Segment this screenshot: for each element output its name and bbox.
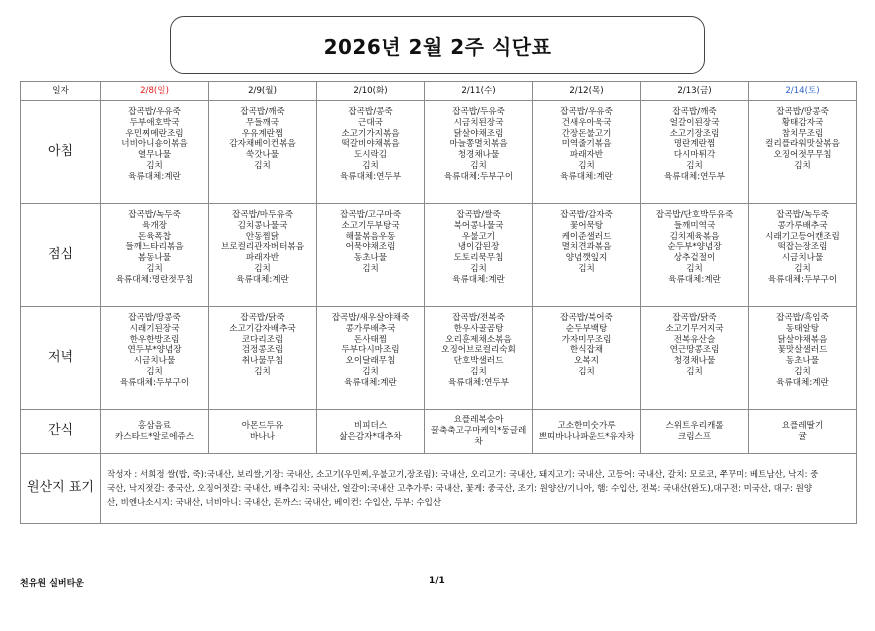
menu-item: 바나나: [250, 431, 275, 442]
menu-item: 가자미무조림: [561, 334, 612, 345]
menu-item: 잡곡밥/우유죽: [560, 107, 613, 117]
menu-cell: [425, 204, 533, 307]
menu-item: 김치: [362, 160, 379, 171]
menu-item: 잡곡밥/흑임죽: [776, 313, 829, 323]
menu-item: 순두부백탕: [565, 323, 608, 334]
menu-item: 한우한방조림: [129, 334, 180, 345]
menu-item: 상추겉절이: [673, 253, 716, 264]
menu-item: 콩가루배추국: [345, 323, 396, 334]
menu-item: 동초나물: [785, 356, 820, 367]
menu-item: 도시락김: [353, 150, 388, 161]
day-header-5: 2/13(금): [641, 82, 749, 101]
origin-text: [101, 454, 857, 524]
menu-cell: [209, 410, 317, 454]
menu-item: 케이준샐러드: [561, 231, 612, 242]
menu-item: 소고기무거지국: [665, 323, 724, 334]
menu-item: 브로컬리관자버터볶음: [220, 242, 305, 253]
menu-item: 잡곡밥/단호박두유죽: [655, 210, 734, 220]
menu-item: 두부애호박국: [129, 117, 180, 128]
menu-cell: [317, 204, 425, 307]
menu-item: 김치: [578, 263, 595, 274]
origin-label: 원산지 표기: [21, 454, 101, 524]
menu-item: 들깨느타리볶음: [125, 242, 184, 253]
menu-item: 잡곡밥/녹두죽: [776, 210, 829, 220]
menu-item: 청경채나물: [673, 356, 716, 367]
menu-item: 육류대체:계란: [128, 171, 181, 182]
menu-item: 명란계란찜: [673, 139, 716, 150]
origin-line: 국산, 낙지젓갈: 중국산, 오징어젓갈: 국내산, 배추김치: 국내산, 얼갈이:국내산 고추가루: 국내산, 꽃게: 중국산, 조기: 원양산/기니아, 햄: 수입산, 전복: 국내산(완도),대구전: 미국산, 대구: 원양: [107, 483, 813, 494]
menu-item: 코다리조림: [241, 334, 284, 345]
menu-item: 김치: [686, 160, 703, 171]
header-row: [21, 82, 857, 101]
menu-cell: [425, 307, 533, 410]
menu-item: 김치제육볶음: [669, 231, 720, 242]
menu-item: 김치: [254, 366, 271, 377]
menu-item: 소고기감자배추국: [229, 323, 296, 334]
meal-row: [21, 204, 857, 307]
menu-item: 꽃맛살샐러드: [777, 345, 828, 356]
menu-item: 김치: [794, 263, 811, 274]
menu-item: 취나물무침: [241, 356, 284, 367]
menu-item: 한우사골곰탕: [453, 323, 504, 334]
menu-item: 크림스프: [677, 431, 712, 442]
menu-item: 김치: [470, 366, 487, 377]
meal-row: [21, 101, 857, 204]
menu-item: 스위트우리캐롤: [665, 420, 724, 431]
menu-item: 꽃어묵탕: [569, 220, 604, 231]
menu-cell: [641, 101, 749, 204]
origin-row: [21, 454, 857, 524]
menu-item: 잡곡밥/새우살야채죽: [331, 313, 410, 323]
menu-item: 건새우아욱국: [561, 117, 612, 128]
menu-cell: [317, 307, 425, 410]
menu-item: 황태감자국: [781, 117, 824, 128]
menu-item: 도토리묵무침: [453, 253, 504, 264]
date-label: 일자: [21, 82, 101, 101]
menu-item: 잡곡밥/마두유죽: [231, 210, 293, 220]
menu-item: 한식잡채: [569, 345, 604, 356]
menu-cell: [641, 204, 749, 307]
menu-item: 닭살야채볶음: [777, 334, 828, 345]
menu-cell: [533, 307, 641, 410]
footer-page-number: 1/1: [429, 576, 445, 586]
menu-cell: [317, 410, 425, 454]
menu-item: 얼갈이된장국: [669, 117, 720, 128]
menu-item: 감자채베이컨볶음: [229, 139, 296, 150]
menu-item: 간장돈불고기: [561, 128, 612, 139]
menu-cell: [209, 307, 317, 410]
menu-item: 잡곡밥/깨죽: [672, 107, 717, 117]
menu-item: 우민찌메란조림: [125, 128, 184, 139]
menu-item: 북어콩나물국: [453, 220, 504, 231]
meal-label: 아침: [21, 101, 101, 204]
menu-item: 무들깨국: [245, 117, 280, 128]
menu-item: 김치: [146, 366, 163, 377]
menu-cell: [641, 307, 749, 410]
meal-label: 저녁: [21, 307, 101, 410]
menu-item: 파래자반: [569, 150, 604, 161]
menu-cell: [749, 307, 857, 410]
menu-item: 잡곡밥/깨죽: [240, 107, 285, 117]
menu-cell: [533, 410, 641, 454]
menu-item: 잡곡밥/닭죽: [240, 313, 285, 323]
menu-item: 시래기고등어캔조림: [765, 231, 840, 242]
menu-item: 돈사태찜: [353, 334, 388, 345]
menu-item: 홍삼음료: [137, 420, 172, 431]
day-header-1: 2/9(월): [209, 82, 317, 101]
menu-item: 잡곡밥/북어죽: [560, 313, 613, 323]
title-box: [170, 16, 705, 74]
menu-item: 시래기된장국: [129, 323, 180, 334]
menu-item: 우유계란찜: [241, 128, 284, 139]
menu-item: 소고기가지볶음: [341, 128, 400, 139]
menu-item: 김치: [254, 263, 271, 274]
menu-item: 잡곡밥/땅콩죽: [776, 107, 829, 117]
menu-item: 육류대체:계란: [776, 377, 829, 388]
menu-cell: [425, 410, 533, 454]
menu-cell: [749, 101, 857, 204]
menu-item: 육류대체:명란젓무침: [115, 274, 194, 285]
menu-item: 쁘띠바나나파운드*유자차: [538, 431, 635, 442]
menu-item: 소고기두부탕국: [341, 220, 400, 231]
menu-item: 동초나물: [353, 253, 388, 264]
menu-cell: [101, 204, 209, 307]
menu-cell: [641, 410, 749, 454]
menu-item: 육류대체:연두부: [339, 171, 401, 182]
meal-row: [21, 410, 857, 454]
menu-item: 오리훈제채소볶음: [445, 334, 512, 345]
menu-item: 육류대체:계란: [452, 274, 505, 285]
menu-item: 양념깻잎지: [565, 253, 608, 264]
menu-item: 오이달래무침: [345, 356, 396, 367]
menu-cell: [101, 307, 209, 410]
menu-item: 해물볶음우동: [345, 231, 396, 242]
menu-item: 연두부*양념장: [127, 345, 182, 356]
menu-item: 비피더스: [353, 420, 388, 431]
menu-item: 단호박샐러드: [453, 356, 504, 367]
menu-item: 육개장: [142, 220, 167, 231]
menu-cell: [101, 410, 209, 454]
menu-item: 참치무조림: [781, 128, 824, 139]
menu-item: 김치: [686, 263, 703, 274]
menu-item: 육류대체:계란: [560, 171, 613, 182]
menu-item: 순두부*양념장: [667, 242, 722, 253]
meal-row: [21, 307, 857, 410]
menu-item: 전복유산슬: [673, 334, 716, 345]
menu-item: 잡곡밥/전복죽: [452, 313, 505, 323]
menu-item: 잡곡밥/두유죽: [452, 107, 505, 117]
menu-item: 잡곡밥/땅콩죽: [128, 313, 181, 323]
menu-item: 들깨미역국: [673, 220, 716, 231]
menu-item: 육류대체:연두부: [447, 377, 509, 388]
menu-cell: [749, 410, 857, 454]
menu-cell: [317, 101, 425, 204]
menu-item: 마늘쫑멸치볶음: [449, 139, 508, 150]
menu-item: 육류대체:연두부: [663, 171, 725, 182]
meal-label: 점심: [21, 204, 101, 307]
menu-table: [20, 81, 857, 524]
menu-item: 열무나물: [137, 150, 172, 161]
menu-item: 파래자반: [245, 253, 280, 264]
day-header-2: 2/10(화): [317, 82, 425, 101]
menu-item: 소고기장조림: [669, 128, 720, 139]
menu-item: 컬리플라워맛살볶음: [765, 139, 840, 150]
menu-item: 검정콩조림: [241, 345, 284, 356]
day-header-0: 2/8(일): [101, 82, 209, 101]
menu-item: 잡곡밥/닭죽: [672, 313, 717, 323]
origin-line: 산, 비엔나소시지: 국내산, 너비아니: 국내산, 돈까스: 국내산, 베이컨: 수입산, 두부: 수입산: [107, 497, 442, 508]
menu-item: 잡곡밥/녹두죽: [128, 210, 181, 220]
menu-item: 시금치된장국: [453, 117, 504, 128]
menu-item: 김치: [146, 160, 163, 171]
menu-item: 차: [474, 436, 483, 447]
footer-org: 천유원 실버타운: [20, 579, 84, 589]
menu-item: 오징어젓무무침: [773, 150, 832, 161]
menu-item: 미역줄기볶음: [561, 139, 612, 150]
menu-item: 콩가루배추국: [777, 220, 828, 231]
day-header-3: 2/11(수): [425, 82, 533, 101]
menu-item: 꿀축축고구마케익*둥글레: [430, 426, 527, 437]
menu-item: 냉이감된장: [457, 242, 500, 253]
menu-item: 육류대체:두부구이: [767, 274, 838, 285]
menu-item: 쑥갓나물: [245, 150, 280, 161]
menu-item: 시금치나물: [781, 253, 824, 264]
menu-item: 김치: [470, 160, 487, 171]
menu-item: 잡곡밥/우유죽: [128, 107, 181, 117]
menu-item: 육류대체:계란: [236, 274, 289, 285]
menu-item: 김치: [794, 160, 811, 171]
menu-item: 김치: [470, 263, 487, 274]
menu-item: 육류대체:계란: [344, 377, 397, 388]
menu-item: 돈육폭찹: [137, 231, 172, 242]
day-header-6: 2/14(토): [749, 82, 857, 101]
menu-cell: [101, 101, 209, 204]
menu-item: 요플레복숭아: [453, 415, 504, 426]
menu-cell: [425, 101, 533, 204]
menu-item: 육류대체:두부구이: [443, 171, 514, 182]
menu-cell: [209, 204, 317, 307]
menu-item: 떡갈비야채볶음: [341, 139, 400, 150]
menu-item: 잡곡밥/고구마죽: [339, 210, 401, 220]
menu-item: 김치콩나물국: [237, 220, 288, 231]
origin-line: 작성자 : 서희정 쌀(밥, 죽):국내산, 보리쌀,기장: 국내산, 소고기(우민찌,우불고기,장조림): 국내산, 오리고기: 국내산, 돼지고기: 국내산, 고등어: 국내산, 갈치: 모로코, 쭈꾸미: 베트남산, 낙지: 중: [107, 469, 819, 480]
menu-cell: [533, 101, 641, 204]
menu-item: 아몬드두유: [241, 420, 284, 431]
menu-item: 멸치견과볶음: [561, 242, 612, 253]
menu-item: 김치: [686, 366, 703, 377]
menu-item: 김치: [146, 263, 163, 274]
menu-item: 육류대체:계란: [668, 274, 721, 285]
page-title: 2026년 2월 2주 식단표: [323, 34, 552, 59]
menu-item: 연근땅콩조림: [669, 345, 720, 356]
menu-item: 떡잡는장조림: [777, 242, 828, 253]
menu-item: 너비아니숑이볶음: [121, 139, 188, 150]
menu-item: 오징어브로컬리숙회: [441, 345, 516, 356]
menu-item: 잡곡밥/콩죽: [348, 107, 393, 117]
menu-item: 안동찜닭: [245, 231, 280, 242]
menu-item: 잡곡밥/감자죽: [560, 210, 613, 220]
day-header-4: 2/12(목): [533, 82, 641, 101]
menu-item: 김치: [254, 160, 271, 171]
menu-item: 육류대체:두부구이: [119, 377, 190, 388]
menu-item: 닭살야채조림: [453, 128, 504, 139]
menu-item: 삶은감자*대추차: [339, 431, 402, 442]
menu-cell: [749, 204, 857, 307]
menu-item: 김치: [362, 263, 379, 274]
menu-item: 귤: [798, 431, 807, 442]
menu-item: 시금치나물: [133, 356, 176, 367]
menu-item: 고소한미숫가루: [557, 420, 616, 431]
meal-label: 간식: [21, 410, 101, 454]
menu-item: 오복지: [574, 356, 599, 367]
menu-item: 두부다시마조림: [341, 345, 400, 356]
menu-item: 요플레딸기: [781, 420, 824, 431]
menu-item: 잡곡밥/쌀죽: [456, 210, 501, 220]
menu-item: 김치: [794, 366, 811, 377]
menu-item: 동태알탕: [785, 323, 820, 334]
menu-item: 김치: [578, 160, 595, 171]
menu-item: 근대국: [358, 117, 383, 128]
menu-item: 어묵야채조림: [345, 242, 396, 253]
menu-item: 청경채나물: [457, 150, 500, 161]
menu-cell: [209, 101, 317, 204]
menu-item: 우불고기: [461, 231, 496, 242]
menu-cell: [533, 204, 641, 307]
menu-item: 봄동나물: [137, 253, 172, 264]
menu-item: 다시마튀각: [673, 150, 716, 161]
menu-item: 카스타드*알로에쥬스: [114, 431, 194, 442]
menu-item: 김치: [362, 366, 379, 377]
menu-item: 김치: [578, 366, 595, 377]
